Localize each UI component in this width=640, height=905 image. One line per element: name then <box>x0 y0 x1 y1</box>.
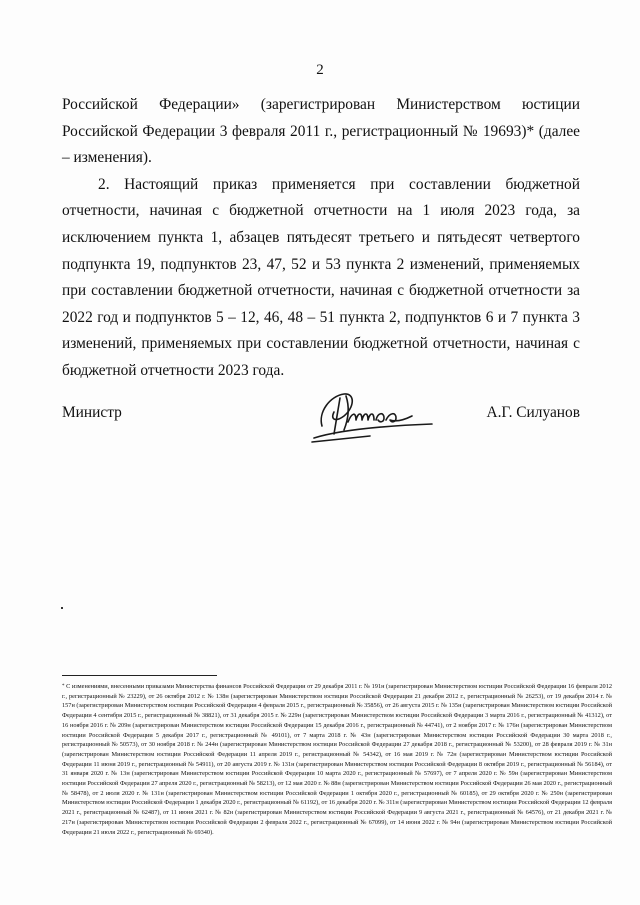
signatory-name: А.Г. Силуанов <box>486 404 580 421</box>
page-number: 2 <box>316 62 324 78</box>
footnote <box>62 682 612 837</box>
footnote-text: С изменениями, внесенными приказами Министерства финансов Российской Федерации от 29 декабря 2011 г. № 191н (зарегистрирован Министерством юстиции Российской Федерации 16 февраля 2012 г., регистрационный № 23229), от 26 октября 2012 г. № 138н (зарегистрирован Министерством юстиции Российской Федерации 21 декабря 2012 г., регистрационный № 26253), от 19 декабря 2014 г. № 157н (зарегистрирован Министерством юстиции Российской Федерации 4 февраля 2015 г., регистрационный № 35856), от 26 августа 2015 г. № 135н (зарегистрирован Министерством юстиции Российской Федерации 4 сентября 2015 г., регистрационный № 38821), от 31 декабря 2015 г. № 229н (зарегистрирован Министерством юстиции Российской Федерации 3 марта 2016 г., регистрационный № 41312), от 16 ноября 2016 г. № 209н (зарегистрирован Министерством юстиции Российской Федерации 15 декабря 2016 г., регистрационный № 44741), от 2 ноября 2017 г. № 176н (зарегистрирован Министерством юстиции Российской Федерации 5 декабря 2017 г., регистрационный № 49101), от 7 марта 2018 г. № 43н (зарегистрирован Министерством юстиции Российской Федерации 30 марта 2018 г., регистрационный № 50573), от 30 ноября 2018 г. № 244н (зарегистрирован Министерством юстиции Российской Федерации 27 декабря 2018 г., регистрационный № 53200), от 28 февраля 2019 г. № 31н (зарегистрирован Министерством юстиции Российской Федерации 11 апреля 2019 г., регистрационный № 54342), от 16 мая 2019 г. № 72н (зарегистрирован Министерством юстиции Российской Федерации 11 июня 2019 г., регистрационный № 54911), от 20 августа 2019 г. № 131н (зарегистрирован Министерством юстиции Российской Федерации 8 октября 2019 г., регистрационный № 56184), от 31 января 2020 г. № 13н (зарегистрирован Министерством юстиции Российской Федерации 10 марта 2020 г., регистрационный № 57697), от 7 апреля 2020 г. № 59н (зарегистрирован Министерством юстиции Российской Федерации 27 апреля 2020 г., регистрационный № 58213), от 12 мая 2020 г. № 88н (зарегистрирован Министерством юстиции Российской Федерации 26 мая 2020 г., регистрационный № 58478), от 2 июля 2020 г. № 131н (зарегистрирован Министерством юстиции Российской Федерации 1 октября 2020 г., регистрационный № 60185), от 29 октября 2020 г. № 250н (зарегистрирован Министерством юстиции Российской Федерации 1 декабря 2020 г., регистрационный № 61192), от 16 декабря 2020 г. № 311н (зарегистрирован Министерством юстиции Российской Федерации 12 февраля 2021 г., регистрационный № 62487), от 11 июня 2021 г. № 82н (зарегистрирован Министерством юстиции Российской Федерации 9 августа 2021 г., регистрационный № 64576), от 21 декабря 2021 г. № 217н (зарегистрирован Министерством юстиции Российской Федерации 2 февраля 2022 г., регистрационный № 67099), от 14 июня 2022 г. № 94н (зарегистрирован Министерством юстиции Российской Федерации 21 июля 2022 г., регистрационный № 69340). <box>62 683 613 836</box>
scan-dot <box>61 607 63 609</box>
signatory-title: Министр <box>62 404 122 421</box>
footnote-marker: * <box>62 684 65 689</box>
signature-block <box>62 404 580 464</box>
paragraph-2: 2. Настоящий приказ применяется при составлении бюджетной отчетности, начиная с бюджетной отчетности на 1 июля 2023 года, за исключением пункта 1, абзацев пятьдесят третьего и пятьдесят четвертого подпункта 19, подпунктов 23, 47, 52 и 53 пункта 2 изменений, применяемых при составлении бюджетной отчетности, начиная с бюджетной отчетности за 2022 год и подпунктов 5 – 12, 46, 48 – 51 пункта 2, подпунктов 6 и 7 пункта 3 изменений, применяемых при составлении бюджетной отчетности, начиная с бюджетной отчетности 2023 года. <box>62 175 580 379</box>
document-body <box>62 92 580 385</box>
paragraph-continuation: Российской Федерации» (зарегистрирован Министерством юстиции Российской Федерации 3 февраля 2011 г., регистрационный № 19693)* (далее – изменения). <box>62 96 580 167</box>
footnote-divider <box>62 675 217 676</box>
handwritten-signature <box>300 382 440 452</box>
